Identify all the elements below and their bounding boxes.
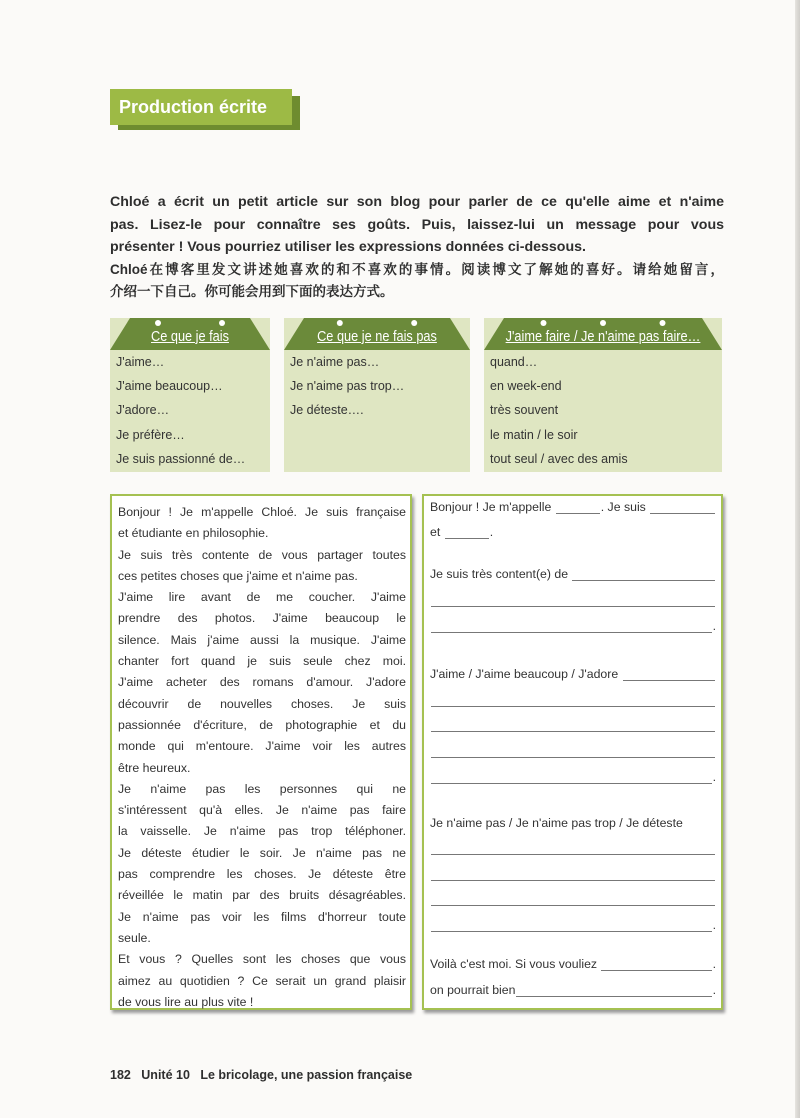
form-line [430,567,716,581]
instruction-line: pas. Lisez-le pour connaître ses goûts. Puis, laissez-lui un message pour vous [110,216,724,233]
article-line: pas comprendre les choses. Je déteste être [118,867,406,882]
blank-input[interactable] [431,620,712,633]
article-line: découvrir de nouvelles choses. Je suis [118,696,406,711]
form-text: . [712,983,716,997]
blog-article-box [110,494,412,1010]
card-title: Ce que je fais [151,328,229,345]
card-item: J'aime beaucoup… [116,379,223,394]
article-line: monde qui m'entoure. J'aime voir les autres [118,739,406,754]
card-header [284,318,470,350]
form-line [430,719,716,732]
form-line [430,694,716,707]
form-text: Voilà c'est moi. Si vous vouliez [430,957,601,971]
article-line: Et vous ? Quelles sont les choses que vous [118,952,406,967]
form-line [430,525,716,539]
form-text: on pourrait bien [430,983,516,997]
form-text: J'aime / J'aime beaucoup / J'adore [430,667,622,681]
expression-card [110,318,270,472]
form-line [430,918,716,932]
blank-input[interactable] [431,893,715,906]
expression-card [484,318,722,472]
blank-input[interactable] [516,984,711,997]
article-line: Je suis très contente de vous partager toutes [118,547,406,562]
blank-input[interactable] [431,745,715,758]
unit-number: Unité 10 [141,1068,190,1082]
article-line: réveillée le matin par des bruits désagréables. [118,888,406,903]
page-number: 182 [110,1068,131,1082]
card-item: Je n'aime pas trop… [290,379,405,394]
instruction-line: présenter ! Vous pourriez utiliser les expressions données ci-dessous. [110,239,586,256]
instruction-line-chinese: Chloé在博客里发文讲述她喜欢的和不喜欢的事情。阅读博文了解她的喜好。请给她留言， [110,261,724,277]
card-item: tout seul / avec des amis [490,451,628,466]
article-line: ces petites choses que j'aime et n'aime pas. [118,568,358,583]
blank-input[interactable] [431,719,715,732]
card-header [110,318,270,350]
article-line: Je n'aime pas voir les films d'horreur toute [118,909,406,924]
form-text: et [430,525,444,539]
blank-input[interactable] [431,919,712,932]
instructions [110,191,724,304]
article-line: Bonjour ! Je m'appelle Chloé. Je suis française [118,505,406,519]
article-line: passionnée d'écriture, de photographie et du [118,717,406,732]
card-item: Je n'aime pas… [290,355,380,369]
form-line [430,893,716,906]
card-item: Je déteste…. [290,403,364,418]
form-line [430,594,716,607]
article-line: Je n'aime pas les personnes qui ne [118,781,406,796]
article-line: J'aime lire avant de me coucher. J'aime [118,590,406,605]
form-line [430,868,716,881]
card-item: Je suis passionné de… [116,451,246,466]
article-line: aimez au quotidien ? Ce serait un grand plaisir [118,973,406,988]
form-line [430,745,716,758]
card-item: J'adore… [116,403,170,418]
unit-title: Le bricolage, une passion française [200,1068,413,1082]
form-line [430,619,716,633]
form-line [430,770,716,784]
instruction-line-chinese: 介绍一下自己。你可能会用到下面的表达方式。 [110,284,394,300]
form-text: Je suis très content(e) de [430,567,572,581]
blank-input[interactable] [431,594,715,607]
article-line: être heureux. [118,760,191,775]
form-text: Je n'aime pas / Je n'aime pas trop / Je déteste [430,816,683,830]
article-line: Je déteste étudier le soir. Je n'aime pas ne [118,845,406,860]
article-line: seule. [118,930,151,945]
card-item: en week-end [490,379,562,394]
article-line: silence. Mais j'aime aussi la musique. J'aime [118,632,406,647]
article-line: de vous lire au plus vite ! [118,994,254,1009]
form-line [430,667,716,681]
blank-input[interactable] [601,958,711,971]
page-edge [795,0,800,1118]
card-title: J'aime faire / Je n'aime pas faire… [505,328,701,345]
blank-input[interactable] [431,868,715,881]
form-text: Bonjour ! Je m'appelle [430,500,555,514]
blank-input[interactable] [650,501,715,514]
form-line [430,983,716,997]
section-title: Production écrite [110,89,292,125]
article-line: chanter fort quand je suis seule chez moi. [118,654,406,669]
instruction-line: Chloé a écrit un petit article sur son blog pour parler de ce qu'elle aime et n'aime [110,194,724,210]
form-text: . Je suis [600,500,650,514]
blank-input[interactable] [623,668,715,681]
reply-form-box [422,494,723,1010]
blank-input[interactable] [556,501,600,514]
article-line: prendre des photos. J'aime beaucoup le [118,611,406,626]
page-footer [110,1068,412,1082]
form-text: . [712,918,716,932]
blog-article-text [118,502,406,1013]
blank-input[interactable] [431,771,712,784]
card-item: J'aime… [116,355,165,369]
blank-input[interactable] [431,694,715,707]
article-line: et étudiante en philosophie. [118,526,269,541]
expression-card [284,318,470,472]
article-line: s'intéressent qu'à elles. Je n'aime pas faire [118,803,406,818]
form-text: . [712,619,716,633]
form-line [430,842,716,855]
article-line: J'aime acheter des romans d'amour. J'adore [118,675,406,690]
form-text: . [712,957,716,971]
form-text: . [712,770,716,784]
form-text: . [489,525,494,539]
blank-input[interactable] [445,526,489,539]
blank-input[interactable] [431,842,715,855]
card-item: le matin / le soir [490,427,578,442]
card-item: quand… [490,355,538,369]
card-item: très souvent [490,403,559,418]
article-line: la vaisselle. Je n'aime pas trop téléphoner. [118,824,406,839]
form-line [430,816,716,830]
card-title: Ce que je ne fais pas [317,328,437,345]
card-header [484,318,722,350]
card-item: Je préfère… [116,427,185,442]
blank-input[interactable] [572,568,715,581]
form-line [430,500,716,514]
form-line [430,957,716,971]
